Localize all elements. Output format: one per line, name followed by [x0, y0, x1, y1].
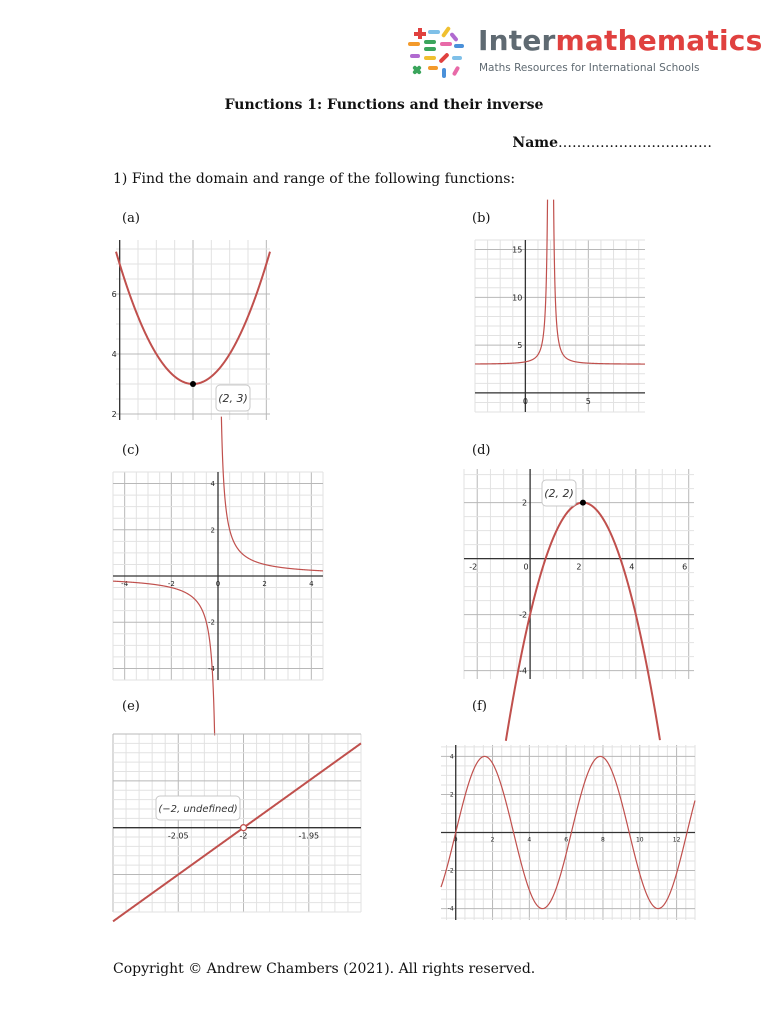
- y-tick-label: 4: [210, 480, 215, 489]
- y-tick-label: 2: [521, 498, 528, 508]
- x-tick-label: -4: [121, 580, 129, 588]
- question-text: 1) Find the domain and range of the following functions:: [113, 171, 516, 187]
- y-tick-label: 2: [210, 526, 215, 535]
- y-tick-label: 2: [449, 791, 454, 799]
- y-tick-label: 4: [111, 350, 117, 359]
- y-tick-label: -4: [208, 664, 215, 673]
- part-label-e: (e): [122, 699, 140, 714]
- x-tick-label: -1.95: [298, 831, 320, 841]
- y-tick-label: -2: [208, 618, 215, 627]
- x-tick-label: 4: [527, 836, 532, 844]
- graph-b: [475, 240, 645, 412]
- x-tick-label: 4: [629, 562, 635, 572]
- point-label: (2, 3): [218, 392, 248, 405]
- part-label-d: (d): [472, 443, 491, 458]
- y-tick-label: 4: [449, 753, 454, 761]
- graph-a: [111, 240, 270, 420]
- x-tick-label: 2: [262, 580, 267, 588]
- x-tick-label: 4: [309, 580, 314, 588]
- brand-wordmark: [478, 24, 762, 57]
- part-label-a: (a): [122, 211, 140, 226]
- brand-tagline: Maths Resources for International Schools: [479, 62, 700, 74]
- graph-f: [441, 745, 695, 920]
- marked-point: [190, 381, 196, 387]
- name-field: [512, 135, 712, 151]
- x-tick-label: -2: [469, 562, 478, 572]
- graph-e: [113, 734, 361, 912]
- intermathematics-logo: [404, 22, 763, 82]
- x-tick-label: 2: [576, 562, 582, 572]
- graph-d: [464, 469, 694, 679]
- x-tick-label: -2.05: [167, 831, 189, 841]
- open-point: [241, 825, 247, 831]
- graph-c-svg: [113, 472, 323, 680]
- graph-d-svg: [464, 469, 694, 679]
- graph-f-svg: [441, 745, 695, 920]
- part-label-c: (c): [122, 443, 140, 458]
- name-label: Name: [512, 135, 558, 151]
- graph-c: [113, 472, 323, 680]
- brand-word-part1: Inter: [478, 24, 556, 57]
- x-tick-label: 10: [635, 836, 644, 844]
- y-tick-label: 10: [512, 293, 523, 303]
- y-tick-label: 15: [512, 245, 523, 255]
- x-tick-label: 0: [523, 562, 529, 572]
- brand-word-part2: mathematics: [555, 24, 763, 57]
- y-tick-label: 2: [111, 410, 117, 419]
- x-tick-label: -2: [239, 831, 248, 841]
- x-tick-label: 0: [453, 836, 458, 844]
- graph-b-svg: [475, 240, 645, 412]
- x-tick-label: 0: [522, 396, 528, 406]
- logo-mark-icon: [404, 22, 466, 82]
- x-tick-label: 6: [564, 836, 569, 844]
- y-tick-label: 6: [111, 290, 117, 299]
- name-dots: ……………………………: [558, 135, 712, 151]
- copyright-footer: Copyright © Andrew Chambers (2021). All rights reserved.: [113, 961, 536, 977]
- function-curve: [113, 743, 361, 921]
- y-tick-label: -4: [519, 666, 528, 676]
- function-curve: [554, 200, 645, 364]
- worksheet-title: Functions 1: Functions and their inverse: [224, 97, 544, 113]
- part-label-f: (f): [472, 699, 487, 714]
- point-label: (2, 2): [544, 487, 574, 500]
- x-tick-label: 12: [672, 836, 681, 844]
- x-tick-label: -2: [167, 580, 175, 588]
- function-curve: [221, 417, 323, 571]
- graph-a-svg: [111, 240, 270, 420]
- y-tick-label: -2: [519, 610, 528, 620]
- y-tick-label: -2: [447, 867, 454, 875]
- x-tick-label: 0: [215, 580, 221, 588]
- y-tick-label: -4: [447, 905, 454, 913]
- x-tick-label: 6: [682, 562, 688, 572]
- part-label-b: (b): [472, 211, 491, 226]
- y-tick-label: 5: [517, 341, 523, 351]
- point-label: (−2, undefined): [158, 804, 238, 815]
- x-tick-label: 8: [601, 836, 605, 844]
- graph-e-svg: [113, 734, 361, 912]
- x-tick-label: 2: [490, 836, 495, 844]
- x-tick-label: 5: [585, 396, 591, 406]
- marked-point: [580, 500, 586, 506]
